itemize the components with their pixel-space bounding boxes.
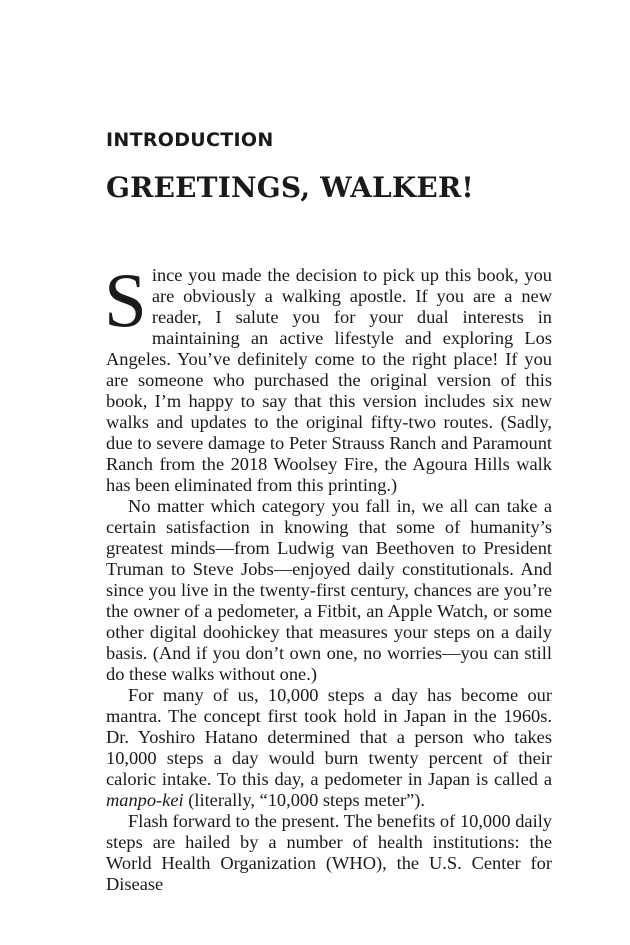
paragraph-1 — [104, 257, 552, 496]
paragraph-2: No matter which category you fall in, we all can take a certain satisfaction in knowing that some of humanity’s greatest minds—from Ludwig van Beethoven to President Truman to Steve Jobs—enjoyed daily constitutionals. And since you live in the twenty-first century, chances are you’re the owner of a pedometer, a Fitbit, an Apple Watch, or some other digital doohickey that measures your steps on a daily basis. (And if you don’t own one, no worries—you can still do these walks without one.) — [106, 496, 552, 684]
paragraph-3-text-b: (literally, “10,000 steps meter”). — [183, 790, 426, 810]
paragraph-3-italic: manpo-kei — [106, 790, 184, 810]
chapter-label: INTRODUCTION — [106, 129, 274, 151]
paragraph-3-text-a: For many of us, 10,000 steps a day has become our mantra. The concept first took hold in Japan in the 1960s. Dr. Yoshiro Hatano determined that a person who takes 10,000 steps a day would burn twenty percent of their caloric intake. To this day, a pedometer in Japan is called a — [106, 685, 552, 789]
body-text — [104, 257, 552, 895]
paragraph-4: Flash forward to the present. The benefits of 10,000 daily steps are hailed by a number of health institutions: the World Health Organization (WHO), the U.S. Center for Disease — [106, 811, 552, 894]
paragraph-1-text: ince you made the decision to pick up this book, you are obviously a walking apostle. If you are a new reader, I salute you for your dual interests in maintaining an active lifestyle and exploring Los Angeles. You’ve definitely come to the right place! If you are someone who purchased the original version of this book, I’m happy to say that this version includes six new walks and updates to the original fifty-two routes. (Sadly, due to severe damage to Peter Strauss Ranch and Paramount Ranch from the 2018 Woolsey Fire, the Agoura Hills walk has been eliminated from this printing.) — [106, 265, 552, 495]
paragraph-3 — [106, 685, 552, 811]
drop-cap: S — [104, 257, 147, 343]
chapter-title: GREETINGS, WALKER! — [106, 171, 474, 204]
